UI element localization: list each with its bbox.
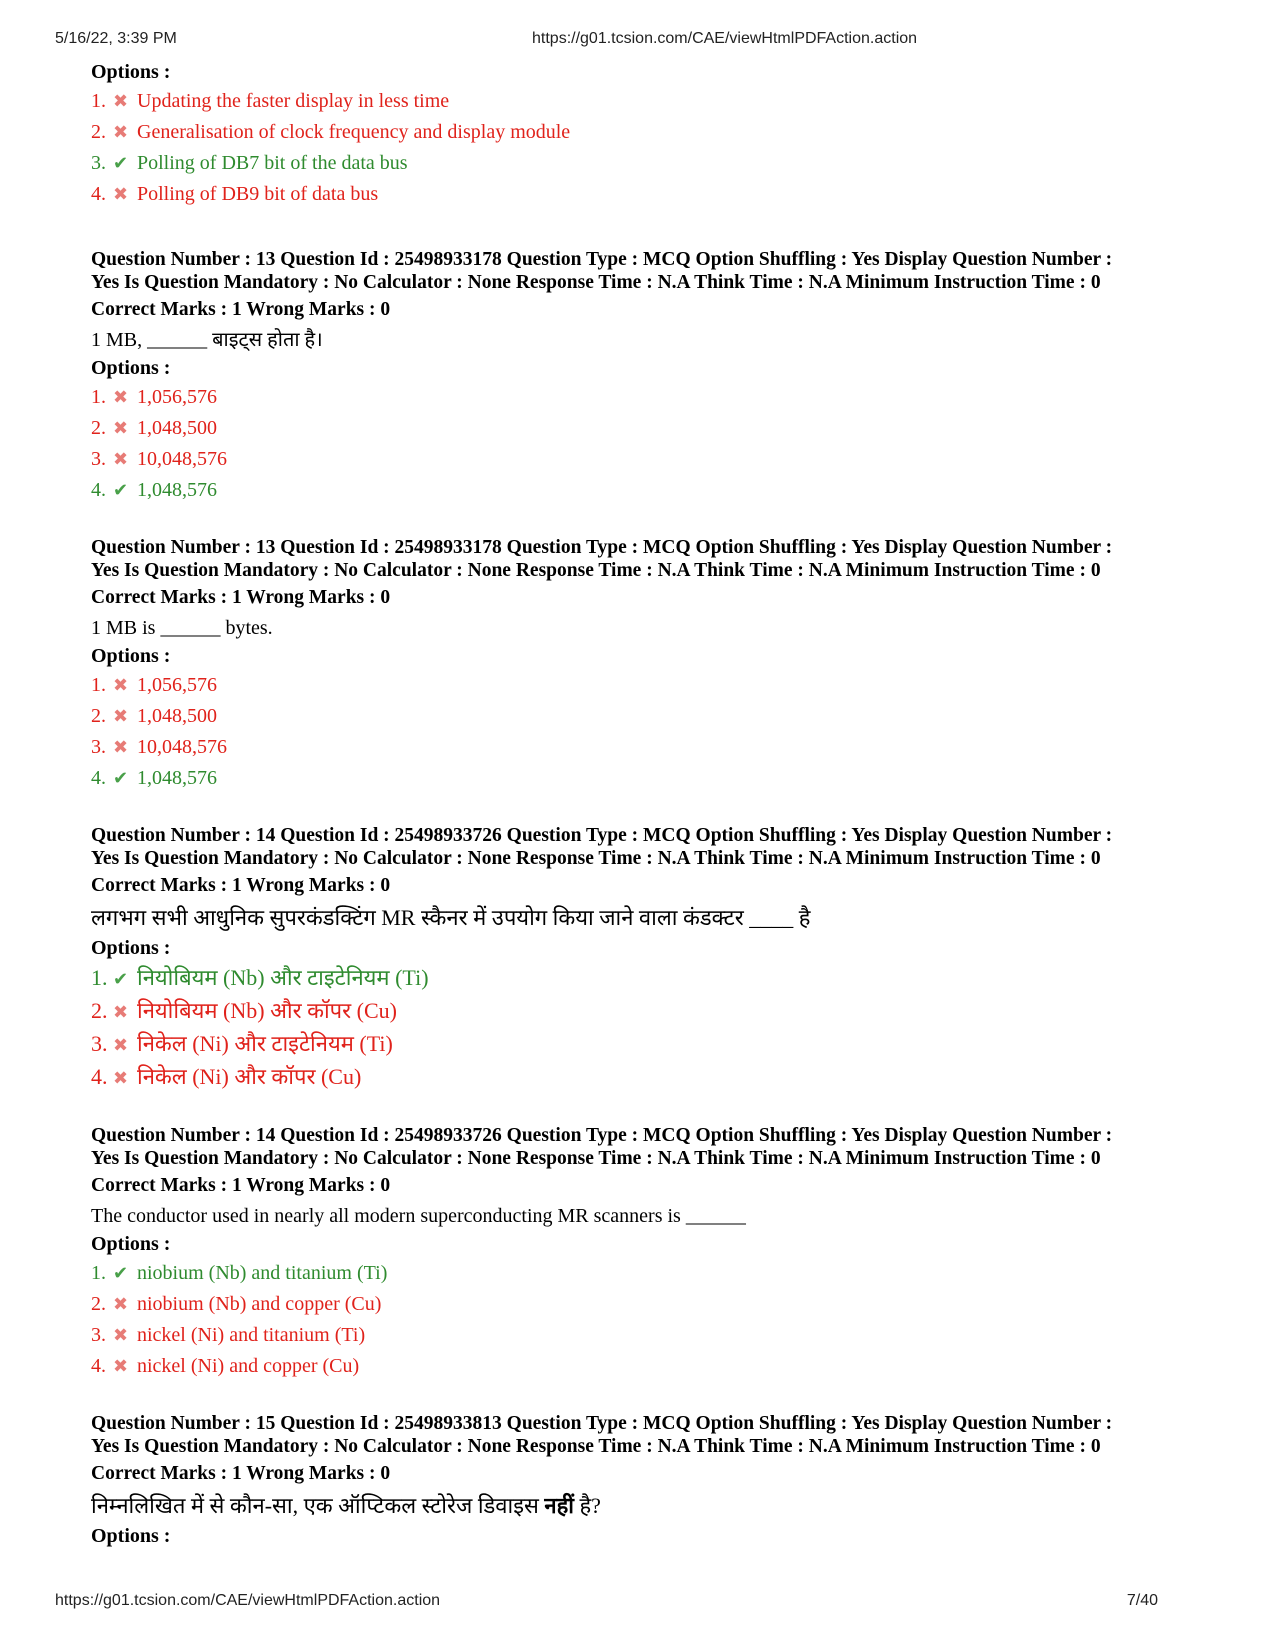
- option-number: 1.: [91, 386, 106, 408]
- option-number: 1.: [91, 674, 106, 696]
- question-meta-line-1: Question Number : 13 Question Id : 25498933178 Question Type : MCQ Option Shuffling : Yes Display Question Number :: [91, 537, 1113, 558]
- option-item: [91, 117, 1201, 148]
- option-number: 4.: [91, 183, 106, 205]
- options-label: Options :: [91, 357, 171, 379]
- options-list: [91, 1258, 1201, 1382]
- option-number: 2.: [91, 1293, 106, 1315]
- wrong-cross-icon: ✖: [113, 1325, 129, 1345]
- wrong-cross-icon: ✖: [113, 91, 129, 111]
- question-text-part: है?: [574, 1493, 601, 1518]
- option-number: 3.: [91, 152, 106, 174]
- question-marks: Correct Marks : 1 Wrong Marks : 0: [91, 299, 391, 320]
- option-number: 3.: [91, 1324, 106, 1346]
- correct-check-icon: ✔: [113, 768, 129, 788]
- wrong-cross-icon: ✖: [113, 1002, 129, 1022]
- option-text: nickel (Ni) and copper (Cu): [137, 1355, 360, 1377]
- options-label: Options :: [91, 61, 171, 83]
- question-text-part: निम्नलिखित में से कौन-सा, एक ऑप्टिकल स्टोरेज डिवाइस: [91, 1493, 545, 1518]
- option-item: [91, 475, 1201, 506]
- option-text: nickel (Ni) and titanium (Ti): [137, 1324, 366, 1346]
- question-meta-line-1: Question Number : 14 Question Id : 25498933726 Question Type : MCQ Option Shuffling : Yes Display Question Number :: [91, 1125, 1113, 1146]
- option-item: [91, 670, 1201, 701]
- wrong-cross-icon: ✖: [113, 706, 129, 726]
- print-datetime: 5/16/22, 3:39 PM: [55, 30, 177, 47]
- options-list: [91, 382, 1201, 506]
- option-text: 1,048,576: [137, 479, 217, 501]
- question-meta-line-1: Question Number : 15 Question Id : 25498933813 Question Type : MCQ Option Shuffling : Yes Display Question Number :: [91, 1413, 1113, 1434]
- option-item: [91, 148, 1201, 179]
- question-marks: Correct Marks : 1 Wrong Marks : 0: [91, 1463, 391, 1484]
- option-text: 10,048,576: [137, 448, 227, 470]
- option-item: [91, 382, 1201, 413]
- option-item: [91, 763, 1201, 794]
- options-label: Options :: [91, 645, 171, 667]
- wrong-cross-icon: ✖: [113, 184, 129, 204]
- question-meta-line-1: Question Number : 13 Question Id : 25498933178 Question Type : MCQ Option Shuffling : Yes Display Question Number :: [91, 249, 1113, 270]
- option-item: [91, 179, 1201, 210]
- question-marks: Correct Marks : 1 Wrong Marks : 0: [91, 587, 391, 608]
- option-item: [91, 413, 1201, 444]
- question-meta-line-1: Question Number : 14 Question Id : 25498933726 Question Type : MCQ Option Shuffling : Yes Display Question Number :: [91, 825, 1113, 846]
- question-meta-line-2: Yes Is Question Mandatory : No Calculator : None Response Time : N.A Think Time : N.A Minimum Instruction Time : 0: [91, 560, 1101, 581]
- option-item: [91, 1028, 1201, 1061]
- option-text: Polling of DB7 bit of the data bus: [137, 152, 408, 174]
- wrong-cross-icon: ✖: [113, 675, 129, 695]
- option-text: 1,048,500: [137, 417, 217, 439]
- question-block: [91, 824, 1201, 1094]
- option-text: Polling of DB9 bit of data bus: [137, 183, 379, 205]
- question-block: [91, 248, 1201, 506]
- question-text: [91, 1490, 1201, 1522]
- option-text: 1,048,500: [137, 705, 217, 727]
- wrong-cross-icon: ✖: [113, 1356, 129, 1376]
- wrong-cross-icon: ✖: [113, 1068, 129, 1088]
- option-number: 3.: [91, 736, 106, 758]
- question-meta-line-2: Yes Is Question Mandatory : No Calculator : None Response Time : N.A Think Time : N.A Minimum Instruction Time : 0: [91, 1436, 1101, 1457]
- option-number: 1.: [91, 965, 108, 990]
- option-number: 2.: [91, 998, 108, 1023]
- question-text: 1 MB is ______ bytes.: [91, 617, 273, 639]
- option-item: [91, 732, 1201, 763]
- question-text: लगभग सभी आधुनिक सुपरकंडक्टिंग MR स्कैनर में उपयोग किया जाने वाला कंडक्टर ____ है: [91, 905, 811, 930]
- question-text: 1 MB, ______ बाइट्स होता है।: [91, 329, 323, 351]
- option-text: 1,048,576: [137, 767, 217, 789]
- option-number: 3.: [91, 448, 106, 470]
- option-number: 4.: [91, 767, 106, 789]
- option-item: [91, 1289, 1201, 1320]
- correct-check-icon: ✔: [113, 153, 129, 173]
- correct-check-icon: ✔: [113, 1263, 129, 1283]
- wrong-cross-icon: ✖: [113, 449, 129, 469]
- option-number: 1.: [91, 1262, 106, 1284]
- question-paper: [91, 58, 1201, 1550]
- page-number: 7/40: [1126, 1592, 1158, 1609]
- question-block: [91, 1412, 1201, 1550]
- print-header-url: https://g01.tcsion.com/CAE/viewHtmlPDFAction.action: [532, 30, 918, 47]
- option-text: Generalisation of clock frequency and display module: [137, 121, 571, 143]
- option-text: niobium (Nb) and titanium (Ti): [137, 1262, 388, 1284]
- question-meta-line-2: Yes Is Question Mandatory : No Calculator : None Response Time : N.A Think Time : N.A Minimum Instruction Time : 0: [91, 272, 1101, 293]
- options-list: [91, 962, 1201, 1094]
- option-item: [91, 1061, 1201, 1094]
- option-item: [91, 1320, 1201, 1351]
- option-item: [91, 1258, 1201, 1289]
- option-number: 4.: [91, 1355, 106, 1377]
- option-text: नियोबियम (Nb) और कॉपर (Cu): [137, 998, 398, 1023]
- wrong-cross-icon: ✖: [113, 1294, 129, 1314]
- option-item: [91, 962, 1201, 995]
- option-text: नियोबियम (Nb) और टाइटेनियम (Ti): [137, 965, 429, 990]
- option-number: 4.: [91, 479, 106, 501]
- question-marks: Correct Marks : 1 Wrong Marks : 0: [91, 875, 391, 896]
- option-item: [91, 1351, 1201, 1382]
- print-footer-url: https://g01.tcsion.com/CAE/viewHtmlPDFAction.action: [55, 1592, 441, 1609]
- option-item: [91, 444, 1201, 475]
- option-text: 10,048,576: [137, 736, 227, 758]
- option-text: निकेल (Ni) और कॉपर (Cu): [137, 1064, 362, 1089]
- options-block-continued: [91, 58, 1201, 210]
- option-number: 4.: [91, 1064, 108, 1089]
- option-text: niobium (Nb) and copper (Cu): [137, 1293, 382, 1315]
- options-label: Options :: [91, 1233, 171, 1255]
- options-label: Options :: [91, 1525, 171, 1547]
- option-number: 2.: [91, 705, 106, 727]
- option-item: [91, 701, 1201, 732]
- option-text: 1,056,576: [137, 386, 217, 408]
- option-text: Updating the faster display in less time: [137, 90, 450, 112]
- options-label: Options :: [91, 937, 171, 959]
- wrong-cross-icon: ✖: [113, 737, 129, 757]
- question-text: The conductor used in nearly all modern superconducting MR scanners is ______: [91, 1205, 746, 1227]
- option-item: [91, 86, 1201, 117]
- correct-check-icon: ✔: [113, 480, 129, 500]
- option-text: 1,056,576: [137, 674, 217, 696]
- option-number: 2.: [91, 417, 106, 439]
- option-number: 3.: [91, 1031, 108, 1056]
- option-item: [91, 995, 1201, 1028]
- question-text-emphasis: नहीं: [544, 1493, 574, 1518]
- option-number: 1.: [91, 90, 106, 112]
- wrong-cross-icon: ✖: [113, 387, 129, 407]
- question-meta-line-2: Yes Is Question Mandatory : No Calculator : None Response Time : N.A Think Time : N.A Minimum Instruction Time : 0: [91, 848, 1101, 869]
- wrong-cross-icon: ✖: [113, 1035, 129, 1055]
- options-list: [91, 670, 1201, 794]
- question-marks: Correct Marks : 1 Wrong Marks : 0: [91, 1175, 391, 1196]
- wrong-cross-icon: ✖: [113, 122, 129, 142]
- question-meta-line-2: Yes Is Question Mandatory : No Calculator : None Response Time : N.A Think Time : N.A Minimum Instruction Time : 0: [91, 1148, 1101, 1169]
- option-number: 2.: [91, 121, 106, 143]
- correct-check-icon: ✔: [113, 969, 129, 989]
- options-list: [91, 86, 1201, 210]
- option-text: निकेल (Ni) और टाइटेनियम (Ti): [137, 1031, 393, 1056]
- question-block: [91, 536, 1201, 794]
- wrong-cross-icon: ✖: [113, 418, 129, 438]
- question-block: [91, 1124, 1201, 1382]
